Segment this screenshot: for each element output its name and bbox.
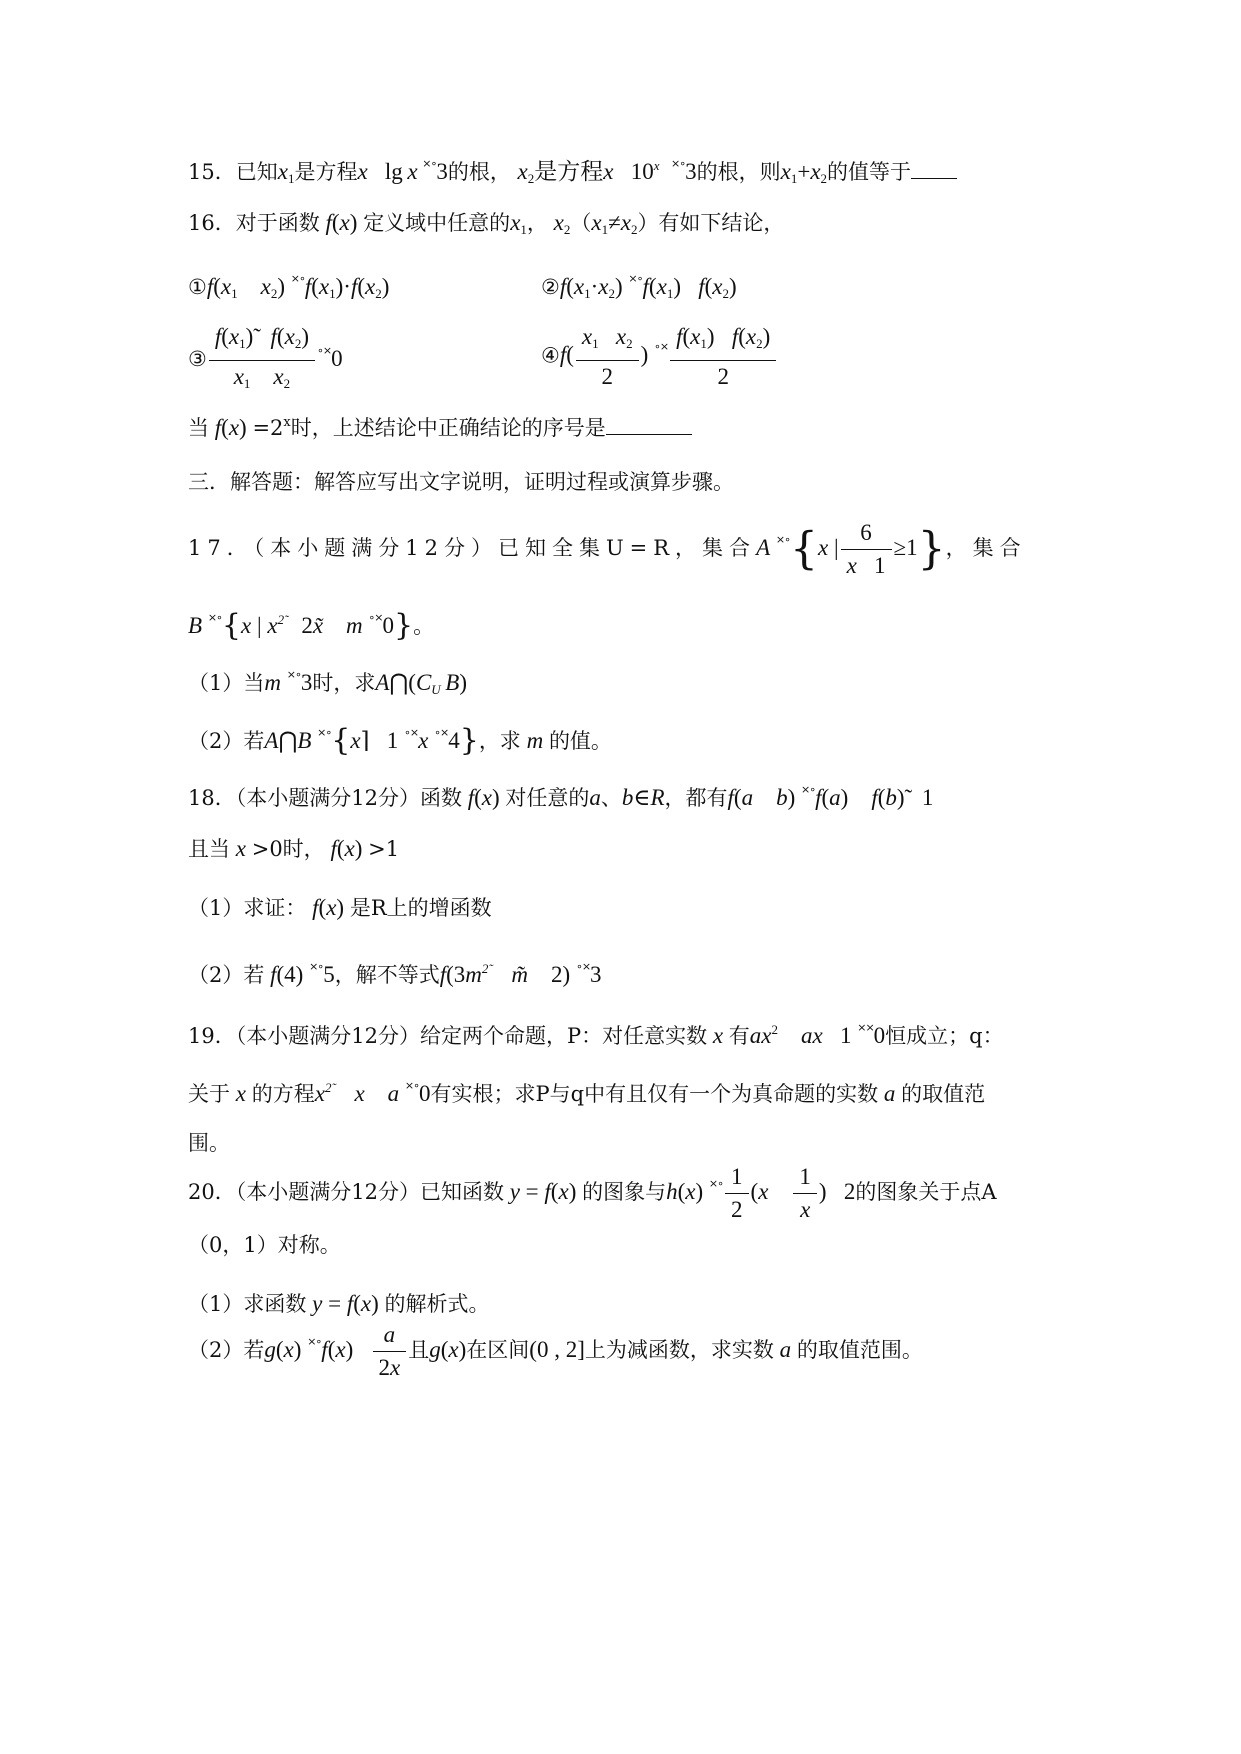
math-sum: $x_1+x_2$ bbox=[780, 159, 828, 186]
math-a: a bbox=[878, 1081, 902, 1106]
q15-label: 15．已知 bbox=[188, 160, 278, 184]
question-19 bbox=[188, 1013, 1061, 1051]
q17-label: 17．（本小题满分12分）已知全集U=R，集合 bbox=[188, 535, 757, 560]
q19-line2-d: 的取值范 bbox=[901, 1082, 986, 1106]
conclusion-3-label: ③ bbox=[188, 346, 207, 371]
q17-p2-b: ，求 bbox=[478, 729, 521, 753]
q16-question: 当 $f(x) =2^x$时，上述结论中正确结论的序号是 bbox=[188, 408, 1061, 443]
math-x: x bbox=[230, 1081, 252, 1106]
q19-line2-c: 有实根；求P与q中有且仅有一个为真命题的实数 bbox=[430, 1082, 879, 1106]
set-A-def: A ×∘{x | $\frac{6}{x 1}$ ≥1} bbox=[756, 520, 946, 578]
function-g: g(x) ×∘f(x) $\frac{a}{2x}$ bbox=[264, 1337, 408, 1362]
q16-when-c: 时，上述结论中正确结论的序号是 bbox=[290, 416, 606, 440]
conclusion-2-label: ② bbox=[541, 275, 560, 299]
math-fx: f(x) bbox=[324, 836, 363, 861]
q17-line-2 bbox=[188, 603, 1061, 641]
conclusion-2-formula: $f(x_1\cdot x_2)$ $^{\times\circ}f(x_1)$ $f(x_2)$ bbox=[559, 272, 737, 301]
math-m: m bbox=[520, 728, 549, 753]
q19-line3: 围。 bbox=[188, 1131, 230, 1155]
q17-part-2 bbox=[188, 718, 1061, 756]
math-a: a bbox=[773, 1336, 797, 1362]
conclusion-1-formula: $f(x_1$ $x_2$) $^{\times\circ}f(x_1)\cdot f(x_2)$ bbox=[206, 272, 390, 301]
q17-part-1 bbox=[188, 660, 1061, 705]
q16-text-1: 定义域中任意的 bbox=[363, 211, 511, 235]
q20-part-2 bbox=[188, 1320, 1061, 1390]
q17-p1-a: （1）当 bbox=[188, 671, 265, 695]
equation-q: $x^{2̃}$ x a ×∘0 bbox=[314, 1079, 431, 1106]
q19-line2-b: 的方程 bbox=[251, 1082, 315, 1106]
q15-text-2: 的根， bbox=[447, 160, 511, 184]
q18-p2-a: （2）若 bbox=[188, 963, 265, 987]
math-y-eq-fx: y = f(x) bbox=[306, 1291, 379, 1316]
math-x: x bbox=[230, 836, 252, 861]
answer-blank bbox=[606, 412, 692, 435]
math-m-eq-3: m ×∘3 bbox=[264, 668, 313, 695]
answer-blank bbox=[911, 156, 957, 179]
q20-p2-c: 在区间 bbox=[466, 1337, 530, 1362]
section-3-title: 三．解答题：解答应写出文字说明，证明过程或演算步骤。 bbox=[188, 470, 734, 494]
functional-equation: f(a b) ×∘f(a) f(b)̃ 1 bbox=[727, 783, 934, 810]
q20-line-2 bbox=[188, 1230, 1061, 1260]
question-18 bbox=[188, 775, 1061, 813]
q20-p2-b: 且 bbox=[408, 1337, 430, 1362]
conclusion-4-label: ④ bbox=[541, 343, 560, 368]
math-x2: $x_2$ bbox=[517, 159, 535, 186]
math-gx: g(x) bbox=[429, 1336, 467, 1362]
math-x1: $x_1$ bbox=[510, 210, 527, 237]
q17-p2-c: 的值。 bbox=[548, 729, 612, 753]
math-fx: f(x) bbox=[319, 210, 358, 235]
inequality-p: $ax^2$ ax 1 ××0 bbox=[749, 1021, 886, 1048]
question-20 bbox=[188, 1162, 1061, 1232]
q17-p2-a: （2）若 bbox=[188, 729, 265, 753]
conclusion-3-formula: $\frac{f(x_1)̃ f(x_2)}{x_1 x_2}$ ∘×0 bbox=[207, 346, 343, 371]
q19-line-2 bbox=[188, 1071, 1061, 1109]
q18-text-1: 对任意的 bbox=[505, 786, 590, 810]
q20-text-1: 的图象与 bbox=[582, 1179, 667, 1204]
q20-text-2: 的图象关于点A bbox=[855, 1179, 997, 1204]
math-f4: f(4) ×∘5 bbox=[264, 960, 335, 987]
q18-line-2 bbox=[188, 834, 1061, 864]
math-A-cap-CuB: $A⋂(C_U$ B) bbox=[375, 670, 468, 697]
q18-part-2 bbox=[188, 952, 1061, 990]
q20-line2: （0，1）对称。 bbox=[188, 1233, 341, 1257]
q16-label: 16．对于函数 bbox=[188, 211, 320, 235]
math-a: a bbox=[589, 785, 601, 810]
math-fx: f(x) bbox=[306, 895, 345, 920]
q16-text-3: ）有如下结论， bbox=[637, 211, 785, 235]
q18-line2-c: >1 bbox=[368, 837, 400, 861]
q16-when-a: 当 bbox=[188, 416, 209, 440]
question-15 bbox=[188, 149, 1061, 194]
q17-p1-b: 时，求 bbox=[312, 671, 376, 695]
q18-p1-a: （1）求证： bbox=[188, 896, 307, 920]
q18-line2-a: 且当 bbox=[188, 837, 230, 861]
math-fx: f(x) bbox=[209, 415, 247, 440]
inequality: $f(3m^{2̃}$ m̃ 2) ∘×3 bbox=[439, 960, 602, 987]
q15-text-5: 的值等于 bbox=[827, 160, 912, 184]
math-eq-2: x 10$^x$ ×∘3 bbox=[603, 157, 697, 184]
q19-line-3 bbox=[188, 1128, 1061, 1158]
q18-part-1 bbox=[188, 893, 1061, 923]
conclusion-4-formula: f( $\frac{x_1 x_2}{2}$ ) ∘× $\frac{f(x_1) f(x_2)}{2}$ bbox=[560, 342, 778, 367]
q18-line2-b: >0时， bbox=[251, 837, 325, 861]
q16-text-2: （ bbox=[570, 211, 592, 235]
q19-text-2: 恒成立；q： bbox=[885, 1024, 1004, 1048]
q15-text-3: 是方程 bbox=[534, 159, 604, 185]
q18-text-2: 、 bbox=[600, 786, 622, 810]
q15-text-1: 是方程 bbox=[294, 160, 358, 184]
q20-part-1 bbox=[188, 1289, 1061, 1319]
math-x: x bbox=[707, 1023, 729, 1048]
math-x2: $x_2$ bbox=[547, 210, 571, 237]
conclusion-1-label: ① bbox=[188, 275, 207, 299]
function-h: h(x) ×∘ $\frac{1}{2}$ (x $\frac{1}{x}$ ) 2 bbox=[666, 1164, 856, 1222]
math-fx: f(x) bbox=[461, 785, 500, 810]
q20-p2-a: （2）若 bbox=[188, 1337, 265, 1362]
q18-p1-b: 是R上的增函数 bbox=[349, 896, 492, 920]
q17-end: 。 bbox=[413, 614, 435, 638]
q19-text-1: 有 bbox=[728, 1024, 750, 1048]
math-A-cap-B: A⋂B ×∘{x⌉ 1 ∘×x ∘×4} bbox=[264, 723, 479, 758]
math-x1: $x_1$ bbox=[277, 159, 295, 186]
math-neq: $x_1\ne x_2$ bbox=[591, 210, 638, 237]
question-16: 16．对于函数 f(x) 定义域中任意的$x_1$， $x_2(x_1\ne x_2)$有如下结论， bbox=[188, 210, 785, 237]
q16-when-b: =2 bbox=[252, 416, 284, 440]
q19-label: 19．（本小题满分12分）给定两个命题，P：对任意实数 bbox=[188, 1024, 708, 1048]
q18-label: 18．（本小题满分12分）函数 bbox=[188, 786, 462, 810]
math-b-in-R: b∈R bbox=[621, 785, 665, 810]
q16-conclusion-row-1 bbox=[188, 264, 1061, 309]
q17-text-1: ，集合 bbox=[945, 535, 1027, 560]
q19-line2-a: 关于 bbox=[188, 1082, 230, 1106]
section-3-heading bbox=[188, 467, 1061, 497]
q18-text-3: ，都有 bbox=[664, 786, 728, 810]
q15-text-4: 的根，则 bbox=[696, 160, 781, 184]
q20-p1-b: 的解析式。 bbox=[384, 1292, 490, 1316]
interval: (0 , 2] bbox=[529, 1336, 585, 1362]
question-17 bbox=[188, 518, 1061, 578]
q20-label: 20．（本小题满分12分）已知函数 bbox=[188, 1179, 504, 1204]
q18-p2-b: ，解不等式 bbox=[334, 963, 440, 987]
q20-p1-a: （1）求函数 bbox=[188, 1292, 307, 1316]
q20-p2-d: 上为减函数，求实数 bbox=[584, 1337, 774, 1362]
math-eq-1: x lg x ×∘3 bbox=[357, 157, 448, 184]
math-y-eq-fx: y = f(x) bbox=[503, 1178, 577, 1204]
q16-conclusion-row-2 bbox=[188, 322, 1061, 392]
q20-p2-e: 的取值范围。 bbox=[796, 1337, 923, 1362]
set-B-def: B ×∘{x | $x^{2̃}$ 2x̃ m ∘×0} bbox=[188, 608, 414, 643]
